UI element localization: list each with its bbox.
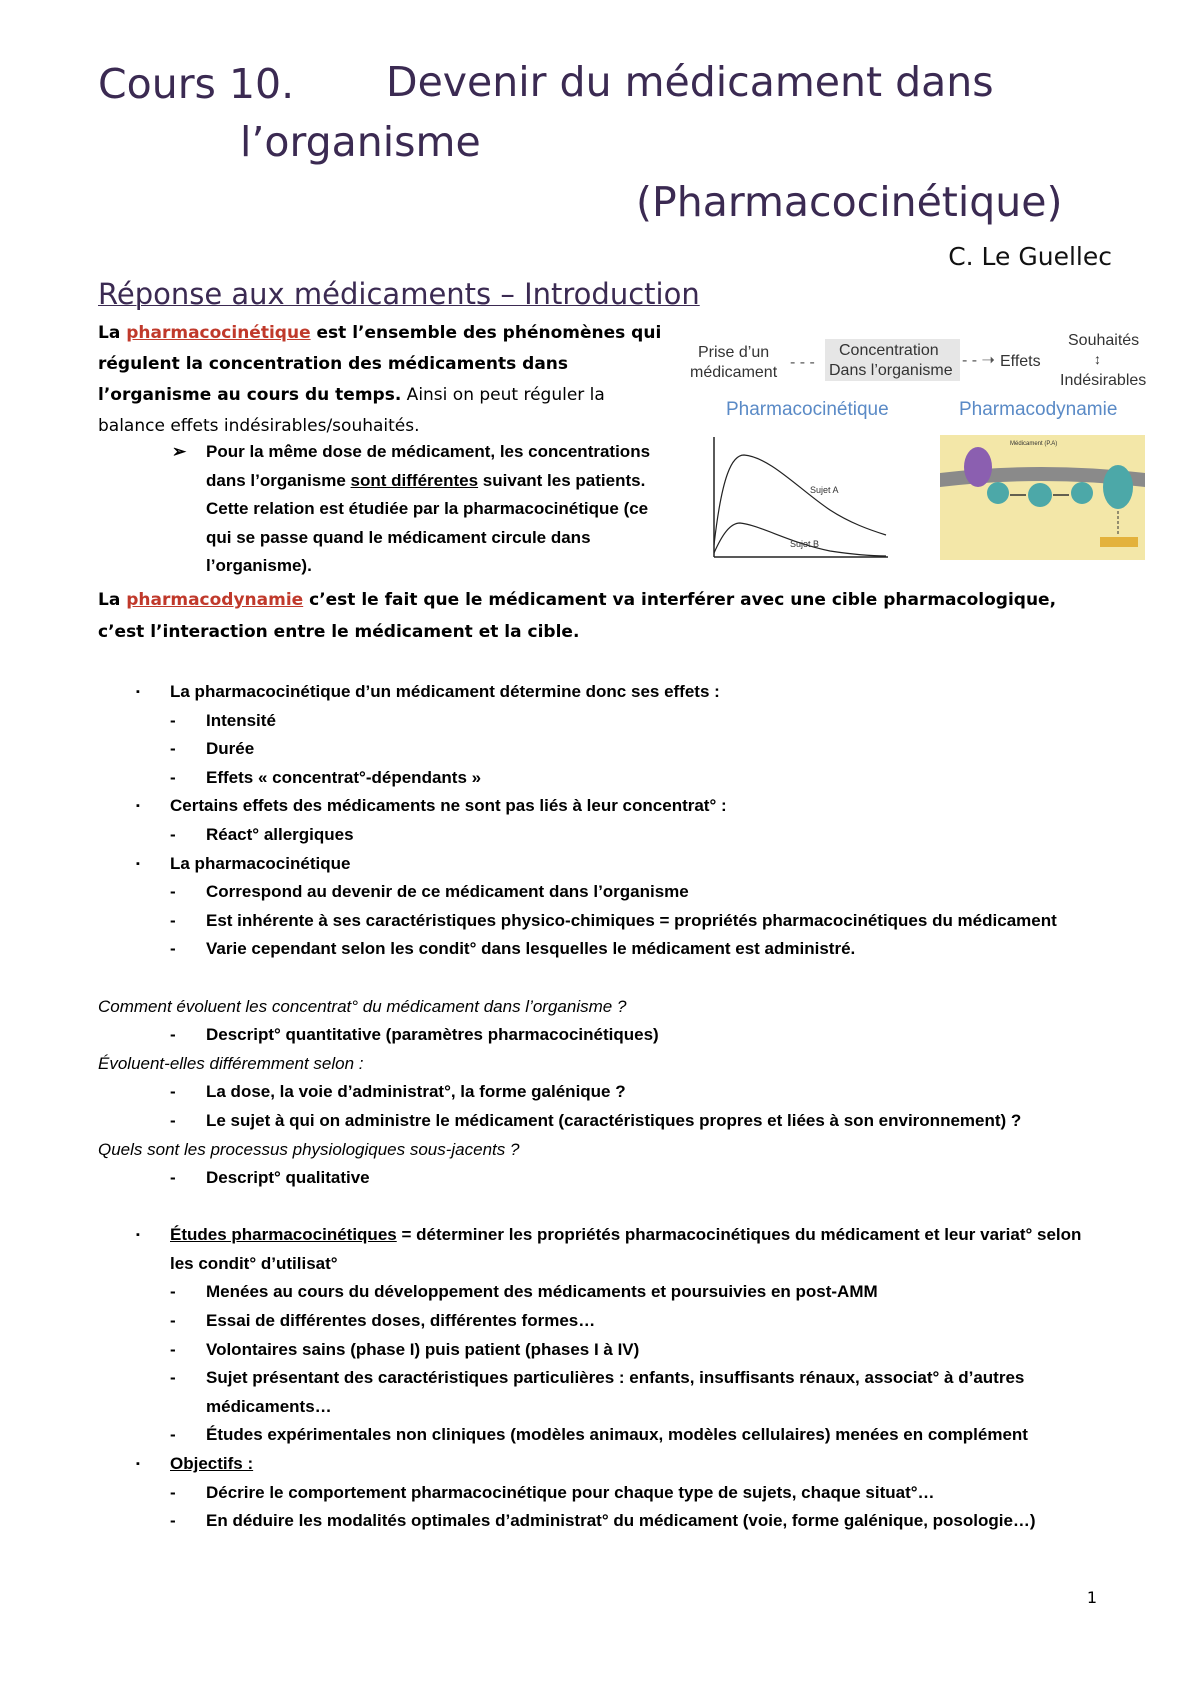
list-item: - Essai de différentes doses, différentes formes… (170, 1311, 596, 1331)
course-number: Cours 10. (98, 60, 295, 108)
fig-updown-arrow-icon: ↕ (1094, 351, 1101, 367)
fig-effets: Effets (1000, 353, 1041, 370)
arrow-underlined: sont différentes (350, 470, 479, 490)
question-line: Comment évoluent les concentrat° du médicament dans l’organisme ? (98, 996, 627, 1016)
fig-medicament: médicament (690, 364, 778, 381)
square-bullet-icon: ▪ (136, 1229, 140, 1242)
intro-balance: Ainsi on peut réguler la balance effets indésirables/souhaités. (98, 385, 605, 436)
fig-souhaites: Souhaités (1068, 332, 1140, 349)
g-protein-alpha (987, 482, 1009, 504)
square-bullet-icon: ▪ (136, 800, 140, 813)
list-item: ▪ La pharmacocinétique d’un médicament détermine donc ses effets : (98, 678, 1108, 707)
pharmacodynamie-paragraph (98, 584, 1098, 648)
list-item: - Effets « concentrat°-dépendants » (170, 767, 482, 787)
arrow-text-2: suivant les patients. Cette relation est étudiée par la pharmacocinétique (ce qui se passe quand le médicament circule dans l’organisme). (206, 470, 649, 575)
pd-definition: c’est le fait que le médicament va interférer avec une cible pharmacologique, c’est l’interaction entre le médicament et la cible. (98, 590, 1057, 642)
list-item: - La dose, la voie d’administrat°, la forme galénique ? (170, 1082, 626, 1102)
list-item: - Varie cependant selon les condit° dans lesquelles le médicament est administré. (170, 939, 856, 959)
square-bullet-icon: ▪ (136, 857, 140, 870)
fig-dashes-1: - - - (790, 354, 815, 371)
pd-lead: La (98, 590, 127, 610)
list-item: - Descript° quantitative (paramètres pharmacocinétiques) (170, 1025, 659, 1045)
g-protein-gtp (1071, 482, 1093, 504)
list-item: ▪ Certains effets des médicaments ne sont pas liés à leur concentrat° : (98, 792, 1108, 821)
fig-pk-label: Pharmacocinétique (726, 399, 889, 420)
list-item-continuation: médicaments… (206, 1396, 332, 1416)
document-title-continued: l’organisme (240, 118, 481, 166)
pharmacocinetique-keyword: pharmacocinétique (126, 323, 311, 343)
list-item: - Décrire le comportement pharmacocinétique pour chaque type de sujets, chaque situat°… (170, 1482, 935, 1502)
pk-pd-figure (690, 325, 1150, 565)
spacer (98, 1193, 1108, 1222)
list-item: - Études expérimentales non cliniques (modèles animaux, modèles cellulaires) menées en complément (170, 1425, 1028, 1445)
list-item: ▪ Objectifs : (98, 1450, 1108, 1479)
spacer (98, 964, 1108, 993)
list-item: - Sujet présentant des caractéristiques particulières : enfants, insuffisants rénaux, associat° à d’autres (170, 1368, 1025, 1388)
fig-indesirables: Indésirables (1060, 372, 1147, 389)
list-item: - Le sujet à qui on administre le médicament (caractéristiques propres et liées à son environnement) ? (170, 1110, 1022, 1130)
list-item: - Menées au cours du développement des médicaments et poursuivies en post-AMM (170, 1282, 878, 1302)
label-sujet-a: Sujet A (810, 485, 839, 495)
document-subtitle: (Pharmacocinétique) (636, 178, 1063, 226)
list-item: ▪ Études pharmacocinétiques = déterminer les propriétés pharmacocinétiques du médicament et leur variat° selon (98, 1221, 1108, 1250)
list-item: - Descript° qualitative (170, 1168, 370, 1188)
pharmacodynamie-keyword: pharmacodynamie (126, 590, 304, 610)
list-item: - Correspond au devenir de ce médicament dans l’organisme (170, 882, 689, 902)
list-item: - Réact° allergiques (170, 824, 354, 844)
main-content (98, 678, 1108, 1536)
fig-dans-organisme: Dans l’organisme (829, 362, 953, 379)
intro-lead: La (98, 323, 127, 343)
concentration-time-graph (710, 435, 890, 560)
square-bullet-icon: ▪ (136, 686, 140, 698)
list-item: - En déduire les modalités optimales d’administrat° du médicament (voie, forme galénique, posologie…) (170, 1511, 1036, 1531)
intro-definition: est l’ensemble des phénomènes qui régulent la concentration des médicaments dans l’organisme au cours du temps. (98, 323, 662, 405)
question-line: Quels sont les processus physiologiques sous-jacents ? (98, 1139, 520, 1159)
label-medicament-pa: Médicament (P.A) (1010, 441, 1058, 447)
fig-prise: Prise d’un (698, 344, 770, 361)
arrow-text-1: Pour la même dose de médicament, les concentrations dans l’organisme (206, 442, 651, 490)
receptor-illustration (940, 435, 1145, 560)
list-item: - Est inhérente à ses caractéristiques physico-chimiques = propriétés pharmacocinétiques du médicament (170, 910, 1057, 930)
page-number: 1 (1086, 1588, 1097, 1607)
intro-paragraph (98, 318, 668, 442)
list-item: - Durée (170, 739, 255, 759)
cellular-response-box (1100, 537, 1138, 547)
list-item: - Intensité (170, 710, 276, 730)
list-item-continuation: les condit° d’utilisat° (170, 1253, 338, 1273)
label-sujet-b: Sujet B (790, 539, 820, 549)
arrow-bullet-icon: ➢ (172, 442, 187, 461)
fig-concentration: Concentration (839, 342, 939, 359)
question-line: Évoluent-elles différemment selon : (98, 1053, 364, 1073)
effector-enzyme (1103, 465, 1133, 509)
g-protein-active (1028, 483, 1052, 507)
square-bullet-icon: ▪ (136, 1458, 140, 1471)
curve-sujet-a (714, 455, 886, 545)
receptor-shape (964, 447, 992, 487)
author: C. Le Guellec (948, 242, 1112, 271)
section-heading: Réponse aux médicaments – Introduction (98, 277, 700, 311)
fig-pd-label: Pharmacodynamie (959, 399, 1118, 420)
fig-arrow-right-icon: - - ➝ (962, 352, 995, 369)
arrow-bullet-item (172, 438, 672, 581)
list-item: ▪ La pharmacocinétique (98, 850, 1108, 879)
document-title: Devenir du médicament dans (386, 58, 994, 106)
list-item: - Volontaires sains (phase I) puis patient (phases I à IV) (170, 1339, 640, 1359)
